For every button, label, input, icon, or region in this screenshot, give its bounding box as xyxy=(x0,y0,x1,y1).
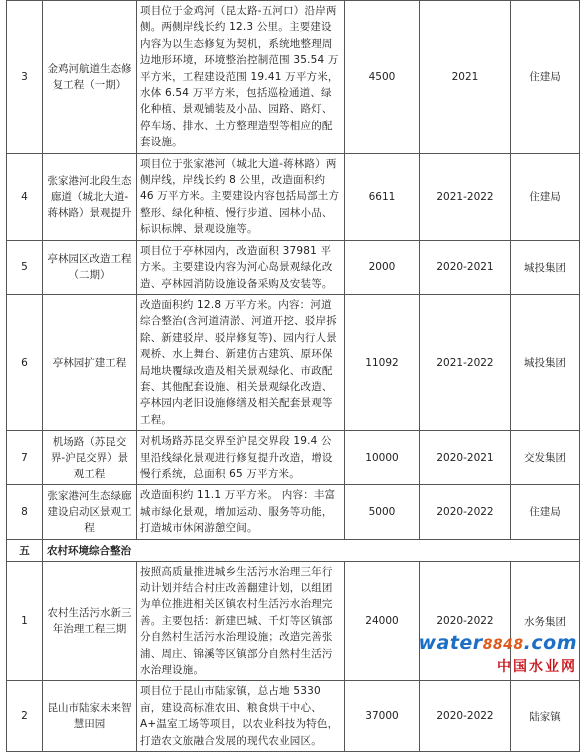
row-number: 8 xyxy=(7,485,43,539)
row-number: 7 xyxy=(7,431,43,485)
project-period: 2020-2021 xyxy=(420,431,511,485)
project-period: 2020-2022 xyxy=(420,485,511,539)
project-name: 昆山市陆家未来智慧田园 xyxy=(43,681,137,752)
project-description: 对机场路苏昆交界至沪昆交界段 19.4 公里沿线绿化景观进行修复提升改造，增设慢行系统，总面积 65 万平方米。 xyxy=(137,431,345,485)
table-row xyxy=(7,485,580,539)
responsible-dept: 住建局 xyxy=(511,153,580,240)
watermark-logo xyxy=(418,632,581,678)
investment-amount: 24000 xyxy=(345,561,420,681)
project-name: 张家港河生态绿廊建设启动区景观工程 xyxy=(43,485,137,539)
responsible-dept: 水务集团 xyxy=(511,561,580,681)
project-description: 改造面积约 12.8 万平方米。内容：河道综合整治(含河道清淤、河道开挖、驳岸拆除、新建驳岸、驳岸修复等)、园内行人景观桥、水上舞台、新建仿古建筑、原环保局地块覆绿改造及相关景观绿化、市政配套、其他配套设施、相关景观绿化改造、亭林园内老旧设施修缮及相关配套景观等工程。 xyxy=(137,294,345,430)
responsible-dept: 住建局 xyxy=(511,1,580,154)
project-description: 按照高质量推进城乡生活污水治理三年行动计划并结合村庄改善翻建计划，以组团为单位推进相关区镇农村生活污水治理完善。主要包括：新建巴城、千灯等区镇部分自然村生活污水治理设施；改造完善张浦、周庄、锦溪等区镇部分自然村生活污水治理设施。 xyxy=(137,561,345,681)
investment-amount: 4500 xyxy=(345,1,420,154)
table-row xyxy=(7,294,580,430)
project-period: 2020-2022 xyxy=(420,561,511,681)
row-number: 2 xyxy=(7,681,43,752)
project-period: 2021 xyxy=(420,1,511,154)
section-title: 农村环境综合整治 xyxy=(43,539,580,561)
investment-amount: 2000 xyxy=(345,240,420,294)
investment-amount: 37000 xyxy=(345,681,420,752)
section-number: 五 xyxy=(7,539,43,561)
responsible-dept: 住建局 xyxy=(511,485,580,539)
project-period: 2020-2022 xyxy=(420,681,511,752)
investment-amount: 11092 xyxy=(345,294,420,430)
project-name: 金鸡河航道生态修复工程（一期） xyxy=(43,1,137,154)
project-name: 农村生活污水新三年治理工程三期 xyxy=(43,561,137,681)
row-number: 1 xyxy=(7,561,43,681)
row-number: 4 xyxy=(7,153,43,240)
watermark-name: 中国水业网 xyxy=(497,659,577,675)
project-name: 机场路（苏昆交界-沪昆交界）景观工程 xyxy=(43,431,137,485)
table-row xyxy=(7,240,580,294)
project-description: 项目位于昆山市陆家镇，总占地 5330 亩，建设高标准农田、粮食烘干中心、A+温室工场等项目，以农业科技为特色，打造农文旅融合发展的现代农业园区。 xyxy=(137,681,345,752)
table-row xyxy=(7,153,580,240)
responsible-dept: 城投集团 xyxy=(511,294,580,430)
investment-amount: 6611 xyxy=(345,153,420,240)
project-description: 项目位于张家港河（城北大道-蒋林路）两侧岸线，岸线长约 8 公里，改造面积约 46 万平方米。主要建设内容包括局部土方整形、绿化种植、慢行步道、园林小品、标识标牌、景观设施等。 xyxy=(137,153,345,240)
investment-amount: 10000 xyxy=(345,431,420,485)
responsible-dept: 城投集团 xyxy=(511,240,580,294)
project-description: 项目位于金鸡河（昆太路-五河口）沿岸两侧。两侧岸线长约 12.3 公里。主要建设内容为以生态修复为契机，系统地整理周边地形环境，环境整治控制范围 35.54 万平方米，工程建设范围 19.41 万平方米，水体 6.54 万平方米，包括巡检通道、绿化种植、景观铺装及小品、园路、路灯、停车场、排水、土方整理造型等相应的配套设施。 xyxy=(137,1,345,154)
section-row xyxy=(7,539,580,561)
project-name: 亭林园区改造工程（二期） xyxy=(43,240,137,294)
row-number: 5 xyxy=(7,240,43,294)
row-number: 3 xyxy=(7,1,43,154)
project-period: 2021-2022 xyxy=(420,153,511,240)
project-period: 2021-2022 xyxy=(420,294,511,430)
watermark-site: water8848.com xyxy=(418,632,577,654)
responsible-dept: 陆家镇 xyxy=(511,681,580,752)
table-row xyxy=(7,1,580,154)
investment-amount: 5000 xyxy=(345,485,420,539)
table-row xyxy=(7,681,580,752)
project-name: 亭林园扩建工程 xyxy=(43,294,137,430)
project-description: 改造面积约 11.1 万平方米。 内容：丰富城市绿化景观，增加运动、服务等功能，打造城市休闲游憩空间。 xyxy=(137,485,345,539)
table-row xyxy=(7,431,580,485)
row-number: 6 xyxy=(7,294,43,430)
project-description: 项目位于亭林园内，改造面积 37981 平方米。主要建设内容为河心岛景观绿化改造、亭林园消防设施设备采购及安装等。 xyxy=(137,240,345,294)
project-period: 2020-2021 xyxy=(420,240,511,294)
responsible-dept: 交发集团 xyxy=(511,431,580,485)
project-name: 张家港河北段生态廊道（城北大道-蒋林路）景观提升 xyxy=(43,153,137,240)
